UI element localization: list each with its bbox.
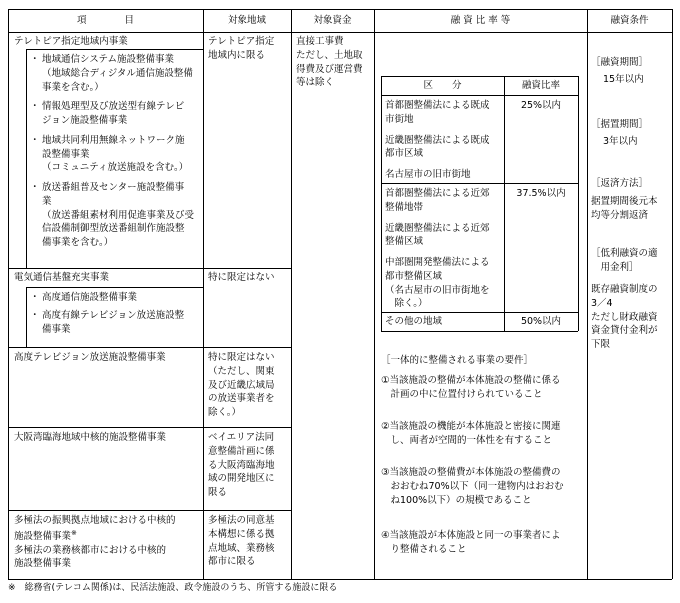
ratio-row1-category: 首都圏整備法による既成 市街地 近畿圏整備法による既成 都市区域 名古屋市の旧市街地 xyxy=(385,100,490,181)
s4-title: 大阪湾臨海地域中核的施設整備事業 xyxy=(14,432,167,443)
requirement-2: ②当該施設の機能が本体施設と密接に関連 し、両者が空間的一体性を有すること xyxy=(381,421,561,446)
header-conditions: 融資条件 xyxy=(610,15,649,26)
col-divider-2 xyxy=(291,9,292,579)
ratio-row3-category: その他の地域 xyxy=(385,316,443,327)
conditions-repay-value: 据置期間後元本 均等分割返済 xyxy=(591,196,658,221)
s5-title-line2: 施設整備事業 xyxy=(14,530,72,542)
s1-item-2: ・ 情報処理型及び放送型有線テレビ ジョン施設整備事業 xyxy=(30,100,202,128)
footnote: ※ 総務省(テレコム関係)は、民活法施設、政令施設のうち、所管する施設に限る xyxy=(8,583,338,593)
ratio-table-left xyxy=(381,76,382,331)
requirement-4: ④当該施設が本体施設と同一の事業者によ り整備されること xyxy=(381,530,561,555)
col-divider-3 xyxy=(374,9,375,579)
ratio-row2-category: 首都圏整備法による近郊 整備地帯 近畿圏整備法による近郊 整備区域 中部圏開発整備法による 都市整備区域 （名古屋市の旧市街地を 除く。） xyxy=(385,188,490,310)
header-funds: 対象資金 xyxy=(313,15,352,26)
conditions-lowrate-value: 既存融資制度の 3／4 ただし財政融資 資金貸付金利が 下限 xyxy=(591,284,658,351)
requirement-1: ①当該施設の整備が本体施設の整備に係る 計画の中に位置付けられていること xyxy=(381,375,561,400)
s5-region: 多極法の同意基 本構想に係る拠 点地域、業務核 都市に限る xyxy=(208,515,275,568)
s5-title: 多極法の振興拠点地域における中核的 施設整備事業※ 多極法の業務核都市における中核的 施設整備事業 xyxy=(14,515,176,570)
s2-item-1: ・ 高度通信施設整備事業 xyxy=(30,291,202,305)
ratio-table-bottom xyxy=(381,331,578,332)
col-divider-4 xyxy=(587,9,588,579)
ratio-table-top xyxy=(381,76,578,77)
s1-subbox-top xyxy=(26,49,203,50)
conditions-lowrate-label: ［低利融資の適 用金利］ xyxy=(591,248,658,273)
table-right-border xyxy=(672,9,673,579)
s5-mark: ※ xyxy=(71,528,77,537)
ratio-table-row1-bottom xyxy=(381,183,578,184)
s2-subbox-left xyxy=(26,287,27,347)
header-item: 項 目 xyxy=(76,15,134,26)
s2-region: 特に限定はない xyxy=(208,272,275,283)
s3-title: 高度テレビジョン放送施設整備事業 xyxy=(14,352,166,363)
s1-items xyxy=(30,53,202,250)
ratio-header-rate: 融資比率 xyxy=(521,80,560,91)
ratio-table-mid xyxy=(504,76,505,331)
row-divider-3 xyxy=(8,427,291,428)
s1-title: テレトピア指定地域内事業 xyxy=(14,36,128,47)
row-divider-4 xyxy=(8,510,291,511)
s1-item-3: ・ 地域共同利用無線ネットワーク施 設整備事業 （コミュニティ放送施設を含む。） xyxy=(30,134,202,175)
requirements-title: ［一体的に整備される事業の要件］ xyxy=(381,355,534,366)
ratio-table-row2-bottom xyxy=(381,312,578,313)
header-bottom-border xyxy=(8,32,672,33)
requirement-3: ③当該施設の整備費が本体施設の整備費の おおむね70%以下（同一建物内はおおむ ね100%以下）の規模であること xyxy=(381,467,564,506)
s3-region: 特に限定はない （ただし、関東 及び近畿広域局 の放送事業者を 除く。） xyxy=(208,352,275,419)
s1-subbox-left xyxy=(26,49,27,268)
conditions-period-label: ［融資期間］ xyxy=(591,57,649,68)
ratio-row3-rate: 50%以内 xyxy=(520,316,562,327)
conditions-grace-value: 3年以内 xyxy=(603,136,638,147)
row-divider-2 xyxy=(8,347,291,348)
conditions-repay-label: ［返済方法］ xyxy=(591,178,649,189)
ratio-row2-rate: 37.5%以内 xyxy=(516,188,566,199)
s2-items xyxy=(30,291,202,336)
s2-title: 電気通信基盤充実事業 xyxy=(14,272,110,283)
header-region: 対象地域 xyxy=(227,15,266,26)
ratio-table-header-bottom xyxy=(381,95,578,96)
s1-region: テレトピア指定 地域内に限る xyxy=(208,36,275,61)
s4-region: ベイエリア法同 意整備計画に係 る大阪湾臨海地 域の開発地区に 限る xyxy=(208,432,275,499)
row-divider-1 xyxy=(8,268,291,269)
col-divider-1 xyxy=(203,9,204,579)
ratio-row1-rate: 25%以内 xyxy=(520,100,562,111)
s1-item-4: ・ 放送番組普及センター施設整備事 業 （放送番組素材利用促進事業及び受 信設備制御型放送番組制作施設整 備事業を含む。） xyxy=(30,181,202,250)
header-ratio: 融 資 比 率 等 xyxy=(450,15,511,26)
s1-item-1: ・ 地域通信システム施設整備事業 （地域総合ディジタル通信施設整備 事業を含む。） xyxy=(30,53,202,94)
s2-subbox-top xyxy=(26,287,203,288)
funds-text: 直接工事費 ただし、土地取 得費及び運営費 等は除く xyxy=(296,36,363,89)
s2-item-2: ・ 高度有線テレビジョン放送施設整 備事業 xyxy=(30,309,202,337)
table-bottom-border xyxy=(8,579,672,580)
conditions-period-value: 15年以内 xyxy=(603,74,644,85)
ratio-table-right xyxy=(578,76,579,331)
table-left-border xyxy=(8,9,9,579)
conditions-grace-label: ［据置期間］ xyxy=(591,119,649,130)
table-top-border xyxy=(8,9,672,10)
ratio-header-category: 区 分 xyxy=(423,80,462,91)
